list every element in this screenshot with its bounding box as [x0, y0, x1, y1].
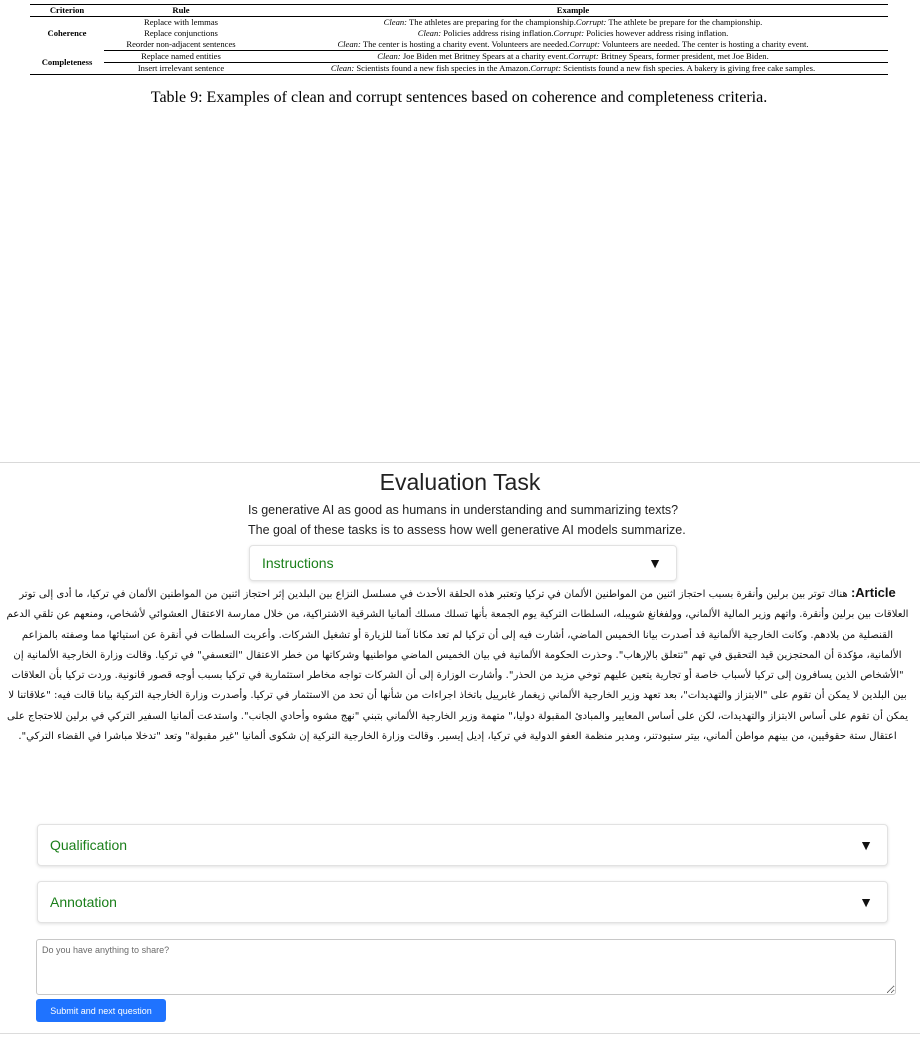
examples-table [30, 4, 888, 75]
bottom-divider [0, 1033, 920, 1034]
chevron-down-icon: ▼ [859, 837, 873, 853]
example-cell: Clean: Joe Biden met Britney Spears at a charity event.Corrupt: Britney Spears, former president, met Joe Biden. [258, 51, 888, 63]
table-row [30, 63, 888, 75]
header-rule: Rule [104, 5, 258, 17]
criterion-coherence: Coherence [47, 28, 87, 39]
qualification-label: Qualification [50, 837, 128, 853]
table-row [30, 51, 888, 63]
rule-cell: Replace with lemmas [144, 17, 218, 27]
example-cell: Clean: The center is hosting a charity event. Volunteers are needed.Corrupt: Volunteers are needed. The center is hosting a charity event. [258, 39, 888, 51]
article-text [5, 583, 910, 747]
article-body: هناك توتر بين برلين وأنقرة بسبب احتجاز اثنين من المواطنين الألمان في تركيا وتعتبر هذه الحلقة الأحدث في مسلسل النزاع بين البلدين إثر احتجاز اثنين من المواطنين الألمان في تركيا، ما أدى إلى توتر العلاقات بين برلين وأنقرة. واتهم وزير المالية الألماني، وولفغانغ شويبله، السلطات التركية يوم الجمعة بأنها تسلك مسلك ألمانيا الشرقية الاشتراكية، من خلال ممارسة الاعتقال العشوائي لأشخاص، ومنعهم عن تلقي الدعم القنصلية من بلادهم. وكانت الخارجية الألمانية قد أصدرت بيانا الخميس الماضي، أشارت فيه إلى أن تركيا لم تعد مكانا آمنا للزيارة أو تشغيل الشركات. وأعربت السلطات في أنقرة عن استيائها مما وصفته بالمزاعم الألمانية، مؤكدة أن المحتجزين قيد التحقيق في تهم "تتعلق بالإرهاب". وحذرت الحكومة الألمانية في بيان الخميس الماضي مواطنيها وشركاتها من خطر الاعتقال "التعسفي" في تركيا. وقالت وزارة الخارجية الألمانية إن "الأشخاص الذين يسافرون إلى تركيا لأسباب خاصة أو تجارية يتعين عليهم توخي مزيد من الحذر". وأشارت الوزارة إلى أن الشركات تواجه مخاطر استثمارية في تركيا بسبب أوجه قصور قانونية. وردت تركيا بأن العلاقات بين البلدين لا يمكن أن تقوم على "الابتزاز والتهديدات"، بعد تعهد وزير الخارجية الألماني زيغمار غابرييل باتخاذ اجراءات من شأنها أن تحد من الاستثمار في تركيا. وأصدرت وزارة الخارجية التركية بيانا قالت فيه: "علاقاتنا لا يمكن أن تقوم على أساس الابتزاز والتهديدات، لكن على أساس المعايير والمبادئ المقبولة دوليا،" متهمة وزير الخارجية الألماني بتبني "نهج مشوه وأحادي الجانب". واستدعت ألمانيا السفير التركي في برلين للاحتجاج على اعتقال ستة حقوقيين، من بينهم مواطن ألماني، بيتر ستيودتنر، ومدير منظمة العفو الدولية في تركيا، إديل إيسير. وقالت وزارة الخارجية التركية إن شكوى ألمانيا "غير مقبولة" وتعد "تدخلا مباشرا في القضاء التركي". [6, 589, 909, 743]
article-label: Article: [850, 585, 896, 600]
paper-table-section [30, 4, 888, 106]
rule-cell: Reorder non-adjacent sentences [104, 39, 258, 51]
example-cell: Clean: The athletes are preparing for the championship.Corrupt: The athlete be prepare for the championship. [383, 17, 763, 27]
table-header-row [30, 5, 888, 17]
submit-next-button[interactable]: Submit and next question [36, 999, 166, 1022]
evaluation-task-panel [0, 462, 920, 1037]
header-criterion: Criterion [30, 5, 104, 17]
task-subtitle-goal: The goal of these tasks is to assess how well generative AI models summarize. [248, 523, 686, 537]
annotation-toggle[interactable] [37, 881, 888, 923]
rule-cell: Replace named entities [104, 51, 258, 63]
rule-cell: Replace conjunctions [144, 28, 218, 38]
annotation-label: Annotation [50, 894, 117, 910]
chevron-down-icon: ▼ [648, 555, 662, 571]
task-subtitle-question: Is generative AI as good as humans in understanding and summarizing texts? [248, 503, 679, 517]
example-cell: Clean: Policies address rising inflation.Corrupt: Policies however address rising inflation. [417, 28, 729, 38]
qualification-toggle[interactable] [37, 824, 888, 866]
example-cell: Clean: Scientists found a new fish species in the Amazon.Corrupt: Scientists found a new fish species. A bakery is giving free cake samples. [258, 63, 888, 75]
table-row [30, 17, 888, 29]
table-row [30, 39, 888, 51]
rule-cell: Insert irrelevant sentence [104, 63, 258, 75]
table-row [30, 28, 888, 39]
instructions-label: Instructions [262, 555, 334, 571]
header-example: Example [258, 5, 888, 17]
page-title: Evaluation Task [379, 469, 541, 495]
feedback-textarea[interactable] [36, 939, 896, 995]
table-caption: Table 9: Examples of clean and corrupt sentences based on coherence and completeness criteria. [150, 89, 768, 106]
instructions-toggle[interactable] [249, 545, 677, 581]
criterion-completeness: Completeness [30, 51, 104, 75]
chevron-down-icon: ▼ [859, 894, 873, 910]
